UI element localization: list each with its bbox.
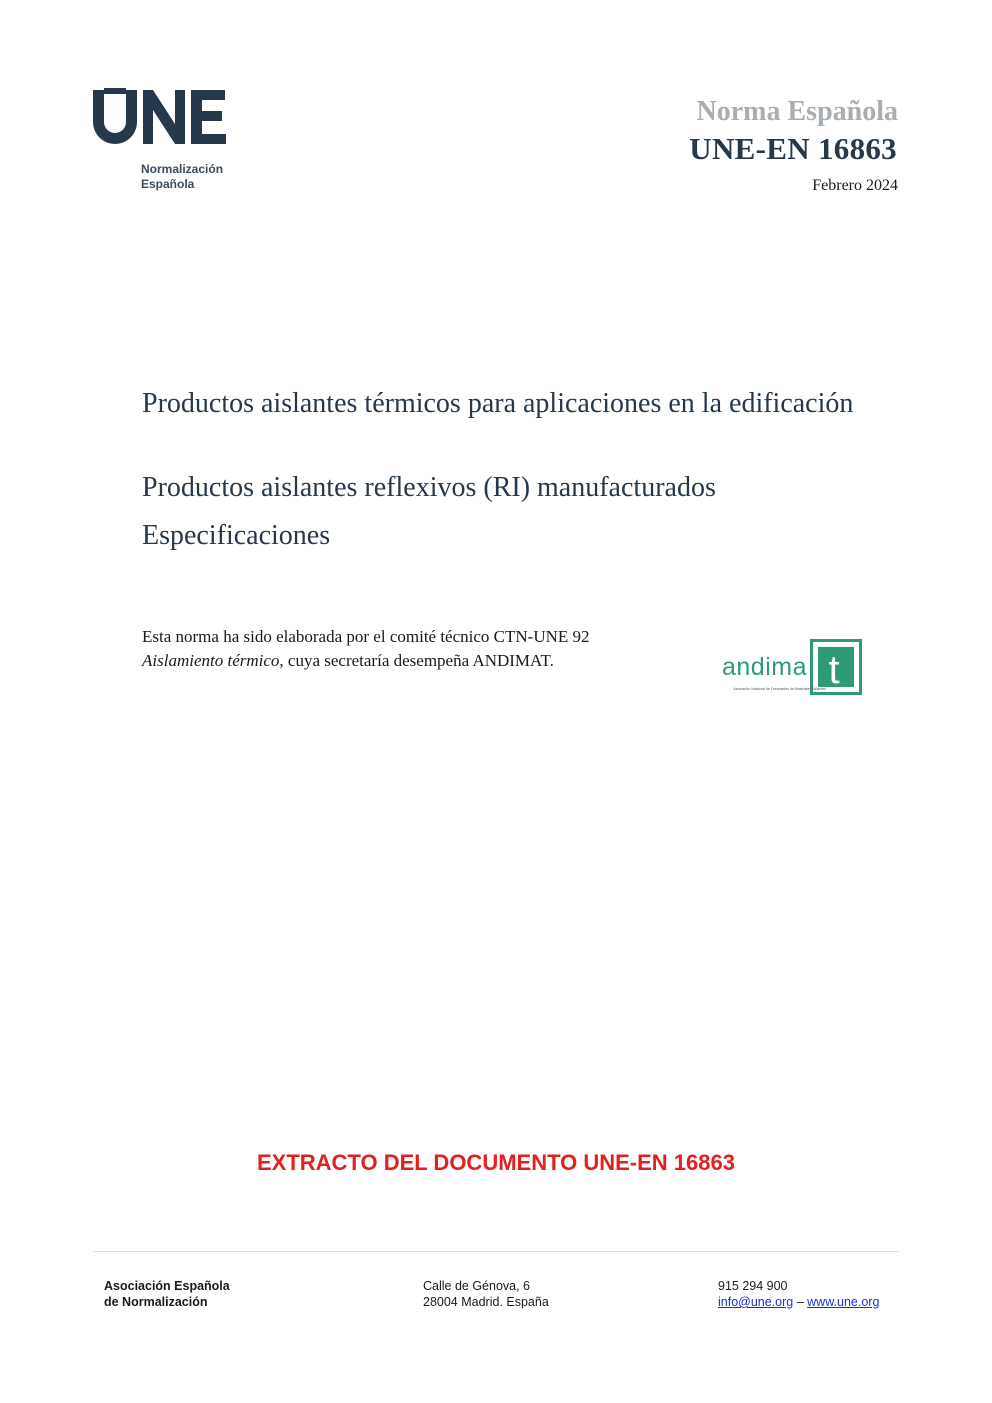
email-link[interactable]: info@une.org [718, 1295, 794, 1309]
title-line-2: Productos aislantes reflexivos (RI) manufacturados [142, 472, 716, 503]
andimat-logo-letter: t [828, 648, 840, 692]
footer-link-separator: – [793, 1295, 808, 1309]
une-logo [93, 88, 243, 198]
andimat-logo-word: andima [722, 653, 807, 681]
footer-address-line-2: 28004 Madrid. España [423, 1295, 549, 1309]
footer-divider [93, 1251, 899, 1252]
logo-subtitle-2: Española [141, 177, 195, 191]
website-link[interactable]: www.une.org [807, 1295, 880, 1309]
footer-address-line-1: Calle de Génova, 6 [423, 1279, 531, 1293]
committee-name: Aislamiento térmico [142, 651, 280, 670]
title-line-1: Productos aislantes térmicos para aplicaciones en la edificación [142, 388, 854, 419]
logo-subtitle-1: Normalización [141, 162, 224, 176]
une-logo-mark [93, 88, 228, 146]
extract-notice: EXTRACTO DEL DOCUMENTO UNE-EN 16863 [257, 1150, 735, 1175]
standard-code: UNE-EN 16863 [689, 131, 897, 166]
footer-organization [104, 1278, 230, 1310]
andimat-tagline: Asociación Nacional de Fabricantes de Materiales Aislantes [733, 687, 826, 691]
committee-text-before: Esta norma ha sido elaborada por el comité técnico CTN-UNE 92 [142, 627, 590, 646]
committee-text-after: , cuya secretaría desempeña ANDIMAT. [279, 651, 554, 670]
footer-phone: 915 294 900 [718, 1279, 788, 1293]
standard-label: Norma Española [696, 96, 898, 127]
footer-contact [718, 1278, 879, 1310]
footer-org-line-1: Asociación Española [104, 1279, 230, 1293]
footer-org-line-2: de Normalización [104, 1295, 208, 1309]
committee-statement [142, 625, 612, 673]
footer-links [718, 1294, 879, 1310]
publication-date: Febrero 2024 [812, 177, 898, 194]
footer-address [423, 1278, 549, 1310]
andimat-logo [720, 637, 862, 697]
title-line-3: Especificaciones [142, 520, 331, 551]
